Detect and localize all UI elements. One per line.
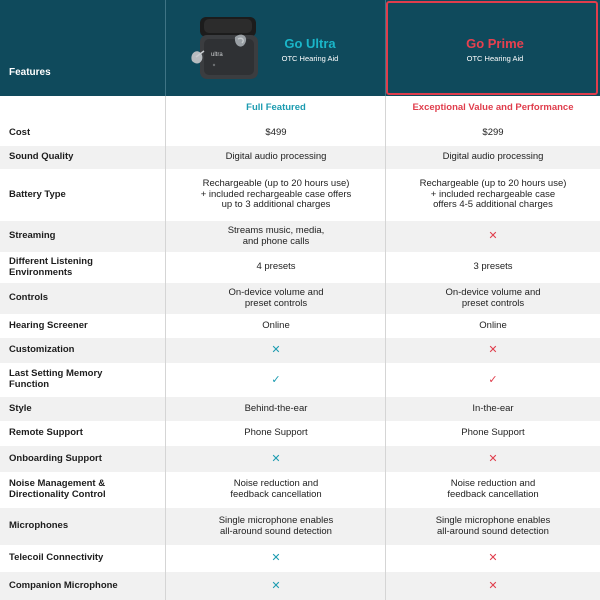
x-mark-icon: ✕ [271,452,281,465]
x-mark-icon: ✕ [488,344,498,357]
features-heading: Features [9,67,51,78]
table-row [0,446,600,472]
table-row [0,283,600,314]
ultra-cell [166,338,386,363]
prime-cell-text: 3 presets [473,261,513,273]
feature-cell-text: Last Setting Memory Function [9,368,103,390]
ultra-cell [166,508,386,545]
table-row [0,338,600,363]
feature-cell-text: Customization [9,344,75,356]
feature-cell-text: Companion Microphone [9,579,118,591]
charging-case-image [190,15,270,81]
feature-cell [9,421,159,446]
x-mark-icon: ✕ [488,552,498,565]
ultra-cell-text: 4 presets [256,261,296,273]
x-mark-icon: ✕ [271,552,281,565]
feature-cell-text: Cost [9,127,31,139]
feature-cell-text: Remote Support [9,427,83,439]
table-row [0,169,600,221]
feature-cell [9,363,159,397]
prime-cell [386,446,600,472]
feature-cell [9,146,159,169]
prime-cell [386,572,600,600]
ultra-cell-text: Behind-the-ear [244,402,308,414]
table-row [0,221,600,252]
x-mark-icon: ✕ [488,452,498,465]
ultra-cell-text: Digital audio processing [225,151,327,163]
ultra-cell [166,314,386,338]
ultra-subtitle: OTC Hearing Aid [281,54,339,63]
subtitle-row [0,96,600,121]
ultra-cell [166,363,386,397]
ultra-cell-text: Full Featured [246,102,306,114]
column-divider [165,96,166,600]
feature-cell-text: Controls [9,292,49,304]
prime-cell [386,508,600,545]
ultra-cell [166,472,386,508]
prime-cell-text: Digital audio processing [442,151,544,163]
feature-cell [9,252,159,283]
ultra-cell [166,545,386,572]
table-row [0,508,600,545]
feature-cell [9,397,159,421]
feature-cell-text: Sound Quality [9,151,74,163]
ultra-title: Go Ultra [284,36,336,51]
prime-cell [386,146,600,169]
feature-cell [9,314,159,338]
prime-cell [386,96,600,121]
table-row [0,314,600,338]
prime-cell [386,472,600,508]
column-divider [385,96,386,600]
feature-cell-text: Different Listening Environments [9,255,93,278]
feature-cell [9,572,159,600]
ultra-cell [166,169,386,221]
x-mark-icon: ✕ [271,344,281,357]
x-mark-icon: ✕ [271,579,281,592]
header-divider [165,0,166,96]
ultra-cell [166,421,386,446]
table-row [0,572,600,600]
prime-cell-text: Online [479,319,507,331]
ultra-cell-text: Rechargeable (up to 20 hours use) + included rechargeable case offers up to 3 additional charges [200,177,352,211]
prime-cell [386,421,600,446]
table-row [0,421,600,446]
x-mark-icon: ✕ [488,230,498,243]
ultra-cell [166,283,386,314]
feature-cell-text: Microphones [9,520,69,532]
table-row [0,545,600,572]
prime-cell-text: On-device volume and preset controls [445,286,541,309]
prime-cell-text: Exceptional Value and Performance [412,102,574,114]
feature-cell-text: Battery Type [9,188,66,200]
prime-cell [386,314,600,338]
ultra-cell-text: Streams music, media, and phone calls [227,224,325,247]
table-header [0,0,600,96]
feature-cell [9,446,159,472]
feature-cell [9,283,159,314]
feature-cell-text: Style [9,402,32,414]
ultra-cell [166,397,386,421]
prime-cell [386,545,600,572]
feature-cell [9,221,159,252]
table-row [0,472,600,508]
feature-cell [9,545,159,572]
case-logo-text: ultra [211,52,223,58]
feature-cell [9,96,159,121]
prime-cell [386,283,600,314]
header-divider [385,0,386,96]
feature-cell-text: Hearing Screener [9,319,88,331]
ultra-cell [166,146,386,169]
ultra-cell [166,446,386,472]
feature-cell-text: Streaming [9,230,56,242]
prime-cell-text: $299 [482,127,504,139]
ultra-cell-text: Noise reduction and feedback cancellation [230,478,322,500]
feature-cell [9,169,159,221]
feature-cell-text: Noise Management & Directionality Control [9,478,106,500]
prime-cell [386,397,600,421]
table-row [0,363,600,397]
table-row [0,146,600,169]
ultra-cell-text: Single microphone enables all-around sound detection [218,514,334,537]
ultra-cell [166,572,386,600]
check-mark-icon: ✓ [271,373,281,386]
ultra-cell [166,96,386,121]
prime-cell-text: Rechargeable (up to 20 hours use) + included rechargeable case offers 4-5 additional charges [419,177,567,211]
ultra-cell-text: Online [262,319,290,331]
ultra-cell [166,121,386,146]
prime-cell-text: In-the-ear [472,402,514,414]
table-row [0,252,600,283]
ultra-cell-text: Phone Support [244,427,308,439]
prime-cell [386,252,600,283]
prime-cell [386,338,600,363]
feature-cell [9,508,159,545]
prime-title: Go Prime [466,36,524,51]
prime-subtitle: OTC Hearing Aid [466,54,524,63]
x-mark-icon: ✕ [488,579,498,592]
feature-cell [9,338,159,363]
check-mark-icon: ✓ [488,373,498,386]
ultra-cell [166,221,386,252]
prime-cell [386,363,600,397]
prime-cell-text: Single microphone enables all-around sound detection [435,514,551,537]
feature-cell-text: Onboarding Support [9,452,102,464]
prime-cell-text: Noise reduction and feedback cancellation [447,478,539,500]
feature-cell-text: Telecoil Connectivity [9,552,104,564]
feature-cell [9,472,159,508]
prime-cell [386,121,600,146]
ultra-cell [166,252,386,283]
table-row [0,121,600,146]
prime-cell [386,169,600,221]
ultra-cell-text: On-device volume and preset controls [228,286,324,309]
prime-cell-text: Phone Support [461,427,525,439]
prime-cell [386,221,600,252]
table-row [0,397,600,421]
feature-cell [9,121,159,146]
ultra-cell-text: $499 [265,127,287,139]
